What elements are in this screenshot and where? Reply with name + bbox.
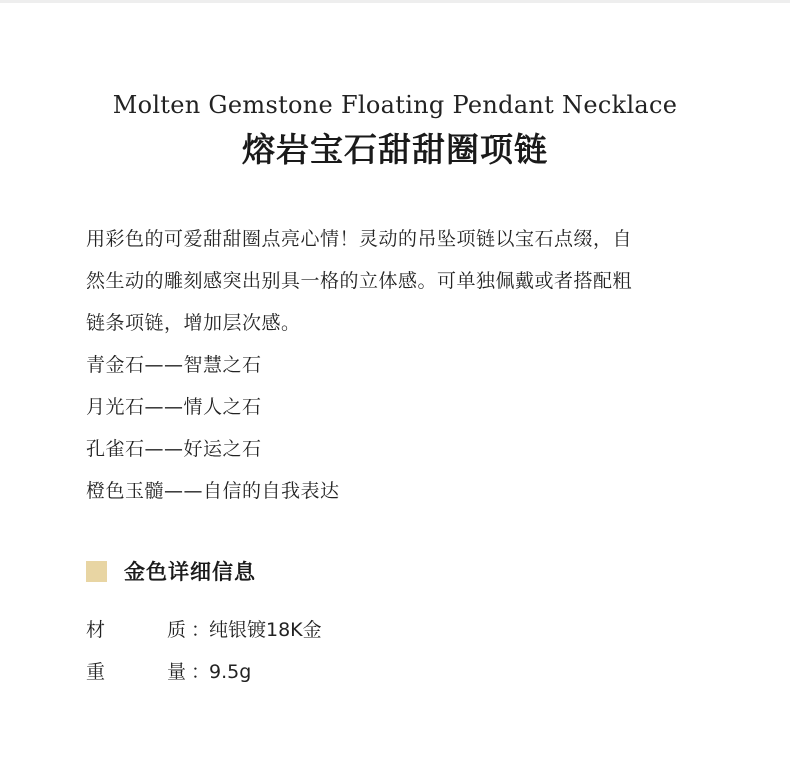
top-divider — [0, 0, 790, 3]
product-title-cn: 熔岩宝石甜甜圈项链 — [242, 130, 548, 169]
spec-row-weight — [86, 651, 322, 693]
spec-value-weight: 9.5g — [209, 661, 252, 683]
gemstone-list — [86, 344, 706, 512]
gold-color-swatch — [86, 561, 107, 582]
product-description — [86, 218, 706, 344]
gemstone-item-malachite: 孔雀石——好运之石 — [86, 438, 262, 460]
spec-key-char: 量 — [167, 661, 187, 683]
description-line: 链条项链，增加层次感。 — [86, 312, 301, 334]
spec-value-material: 纯银镀18K金 — [209, 619, 322, 641]
spec-list — [86, 609, 322, 693]
gemstone-item-moonstone: 月光石——情人之石 — [86, 396, 262, 418]
spec-row-material — [86, 609, 322, 651]
details-section-header — [86, 556, 256, 586]
gemstone-item-carnelian: 橙色玉髓——自信的自我表达 — [86, 480, 340, 502]
spec-key-char: 重 — [86, 661, 106, 683]
description-line: 然生动的雕刻感突出别具一格的立体感。可单独佩戴或者搭配粗 — [86, 270, 633, 292]
description-line: 用彩色的可爱甜甜圈点亮心情！灵动的吊坠项链以宝石点缀，自 — [86, 228, 633, 250]
gemstone-item-lapis: 青金石——智慧之石 — [86, 354, 262, 376]
spec-key-char: 质 — [167, 619, 187, 641]
product-title-en: Molten Gemstone Floating Pendant Necklace — [112, 91, 678, 119]
spec-separator: ： — [191, 661, 211, 683]
details-section-title: 金色详细信息 — [124, 560, 256, 584]
spec-key-char: 材 — [86, 619, 106, 641]
spec-separator: ： — [191, 619, 211, 641]
